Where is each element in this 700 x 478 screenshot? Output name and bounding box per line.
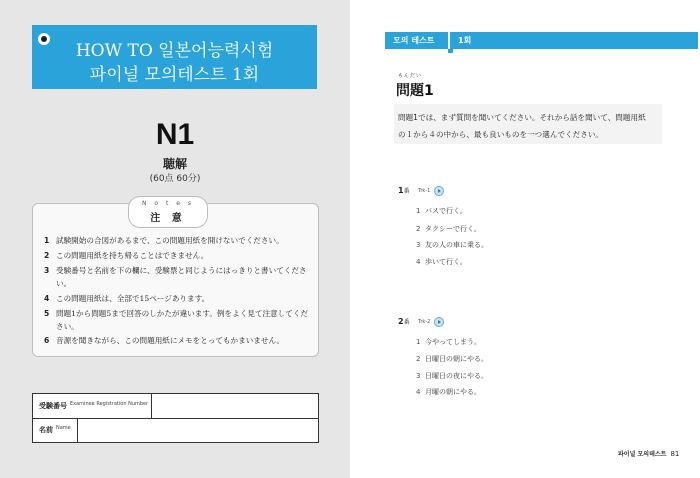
header-test-number: 1회	[458, 36, 472, 45]
note-number: 3	[44, 266, 50, 275]
choice-text: 日曜日の夜にやる。	[425, 372, 488, 380]
registration-number-label-jp: 受験番号	[39, 402, 67, 410]
instruction-box	[394, 104, 662, 144]
name-label-en: Name	[56, 425, 71, 431]
note-item	[44, 264, 314, 290]
name-label-jp: 名前	[39, 426, 53, 434]
answer-choice	[416, 206, 467, 216]
question-ban: 番	[403, 188, 410, 195]
answer-choice	[416, 354, 488, 364]
choice-text: 日曜日の朝にやる。	[425, 355, 488, 363]
test-title-banner	[32, 25, 317, 89]
note-number: 4	[44, 294, 50, 303]
choice-number: 3	[416, 241, 421, 249]
note-item	[44, 249, 314, 262]
answer-choice	[416, 337, 481, 347]
note-item	[44, 292, 314, 305]
choice-number: 1	[416, 207, 421, 215]
instruction-line-1: 問題1では、まず質問を聞いてください。それから話を聞いて、問題用紙	[398, 113, 646, 122]
name-row	[33, 418, 318, 442]
question-ban: 番	[403, 319, 410, 326]
registration-number-row	[33, 394, 318, 419]
audio-track-icon[interactable]	[434, 317, 444, 327]
answer-choice	[416, 387, 481, 397]
header-section-title: 모의 테스트	[393, 36, 435, 45]
note-text: 試験開始の合図があるまで、この問題用紙を開けないでください。	[56, 236, 284, 245]
choice-text: バスで行く。	[425, 207, 467, 215]
note-text: この問題用紙は、全部で15ページあります。	[56, 294, 210, 303]
audio-track-icon[interactable]	[434, 186, 444, 196]
registration-table	[32, 393, 319, 443]
choice-number: 2	[416, 355, 421, 363]
choice-number: 3	[416, 372, 421, 380]
track-label: Trk-1	[418, 188, 431, 194]
answer-choice	[416, 257, 467, 267]
note-number: 6	[44, 336, 50, 345]
choice-number: 4	[416, 258, 421, 266]
note-number: 5	[44, 309, 50, 318]
exam-subject: 聴解	[162, 157, 187, 171]
note-number: 1	[44, 236, 50, 245]
test-title-line-1: HOW TO 일본어능력시험	[75, 41, 274, 61]
choice-text: 歩いて行く。	[425, 258, 467, 266]
answer-choice	[416, 240, 488, 250]
name-label	[39, 425, 71, 435]
notes-label	[128, 196, 208, 228]
choice-number: 2	[416, 225, 421, 233]
question-number-value: 1	[398, 186, 404, 195]
answer-choice	[416, 371, 488, 381]
question-number	[398, 317, 410, 326]
test-title-line-2: 파이널 모의테스트 1회	[89, 65, 260, 85]
header-separator	[448, 32, 450, 49]
note-item	[44, 234, 314, 247]
question-number	[398, 186, 410, 195]
choice-number: 4	[416, 388, 421, 396]
name-divider	[77, 418, 78, 442]
instruction-line-2: の１から４の中から、最も良いものを一つ選んでください。	[398, 130, 604, 139]
note-item	[44, 307, 314, 333]
registration-number-divider	[151, 394, 152, 418]
note-number: 2	[44, 251, 50, 260]
exam-level: N1	[155, 118, 195, 151]
note-text: 受験番号と名前を下の欄に、受験票と同じようにはっきりと書いてください。	[56, 266, 307, 288]
choice-text: 今やってしまう。	[425, 338, 481, 346]
note-text: この問題用紙を持ち帰ることはできません。	[56, 251, 209, 260]
notes-label-en: N o t e s	[142, 200, 194, 207]
page-number: 81	[670, 450, 680, 458]
registration-number-label	[39, 401, 148, 411]
problem-title: 問題1	[396, 83, 434, 99]
registration-number-label-en: Examinee Registration Number	[70, 401, 149, 407]
header-notch	[448, 49, 453, 53]
page-footer	[618, 449, 679, 458]
section-header-bar	[385, 32, 698, 49]
question-number-value: 2	[398, 317, 404, 326]
choice-text: 月曜の朝にやる。	[425, 388, 481, 396]
footer-label: 파이널 모의테스트	[618, 451, 667, 458]
notes-label-jp: 注 意	[150, 213, 186, 224]
track-label: Trk-2	[418, 319, 431, 325]
exam-points-time: (60点 60分)	[149, 174, 201, 184]
note-text: 問題1から問題5まで回答のしかたが違います。例をよく見て注意してください。	[56, 309, 309, 331]
problem-ruby: もんだい	[398, 73, 423, 79]
choice-number: 1	[416, 338, 421, 346]
choice-text: タクシーで行く。	[425, 225, 481, 233]
choice-text: 友の人の車に乗る。	[425, 241, 488, 249]
answer-choice	[416, 224, 481, 234]
note-item	[44, 334, 314, 347]
note-text: 音源を聞きながら、この問題用紙にメモをとってもかまいません。	[56, 336, 285, 345]
